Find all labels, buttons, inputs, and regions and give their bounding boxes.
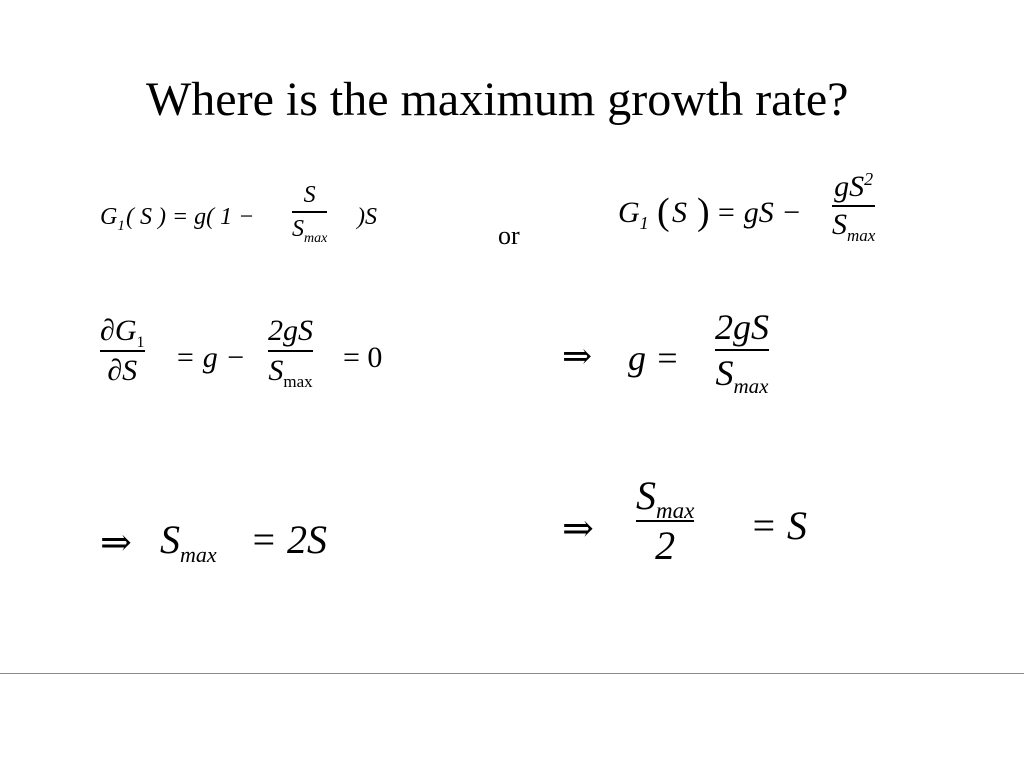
eq2-fraction <box>832 169 876 245</box>
eq1-lhs: G <box>100 204 118 230</box>
eq6-fraction <box>636 473 695 568</box>
eq1-frac-den-sub: max <box>304 230 328 246</box>
implies-arrow: ⇒ <box>100 522 132 564</box>
eq2-paren-open: ( <box>657 191 670 233</box>
eq5-lhs-sub: max <box>180 542 217 567</box>
eq3-d-num: ∂G <box>100 314 137 347</box>
eq3-d-num-sub: 1 <box>136 334 145 351</box>
eq2-arg-var: S <box>672 196 687 229</box>
eq4-lhs: g = <box>628 338 680 378</box>
connector-or: or <box>498 221 520 250</box>
eq5-rhs: = 2S <box>250 517 327 562</box>
eq3-fraction <box>268 314 313 391</box>
fraction-bar <box>715 349 769 351</box>
fraction-bar <box>832 205 875 207</box>
eq6-frac-num-sub: max <box>656 498 695 523</box>
eq2-lhs: G <box>618 196 640 229</box>
eq5-lhs: S <box>160 517 180 562</box>
eq3-derivative-fraction <box>100 316 145 386</box>
eq6-frac-num: S <box>636 473 656 518</box>
eq2-frac-den: S <box>832 207 847 241</box>
eq2-lhs-sub: 1 <box>639 213 649 233</box>
footer-divider <box>0 673 1024 674</box>
eq3-frac-num: 2gS <box>268 314 313 347</box>
eq4-frac-den: S <box>715 352 734 393</box>
eq1-arg: ( S ) = g( 1 − <box>126 204 255 230</box>
eq1-frac-num: S <box>303 182 316 208</box>
eq3-frac-den-sub: max <box>283 371 313 391</box>
implies-arrow: ⇒ <box>562 508 594 550</box>
fraction-bar <box>268 350 313 352</box>
eq2-frac-num: gS <box>834 170 865 203</box>
eq4-frac-den-sub: max <box>733 373 769 398</box>
eq2-rhs: = gS − <box>716 196 802 229</box>
eq3-frac-den: S <box>268 353 284 387</box>
eq2-paren-close: ) <box>697 191 710 233</box>
eq3-mid: = g − <box>175 341 246 374</box>
eq3-d-den: ∂S <box>107 353 138 387</box>
eq1-lhs-sub: 1 <box>117 217 125 234</box>
eq6-frac-den: 2 <box>655 522 676 568</box>
eq4-fraction <box>715 307 769 398</box>
eq1-tail: )S <box>357 204 377 230</box>
eq2-frac-num-sup: 2 <box>864 169 874 189</box>
eq1-frac-den: S <box>292 215 304 242</box>
eq1-fraction <box>292 182 328 246</box>
eq2-frac-den-sub: max <box>847 225 876 245</box>
fraction-bar <box>292 211 327 213</box>
eq6-rhs: = S <box>750 503 807 548</box>
eq4-frac-num: 2gS <box>715 307 769 347</box>
slide-title: Where is the maximum growth rate? <box>146 73 849 126</box>
implies-arrow: ⇒ <box>562 336 593 376</box>
eq3-tail: = 0 <box>343 341 383 374</box>
